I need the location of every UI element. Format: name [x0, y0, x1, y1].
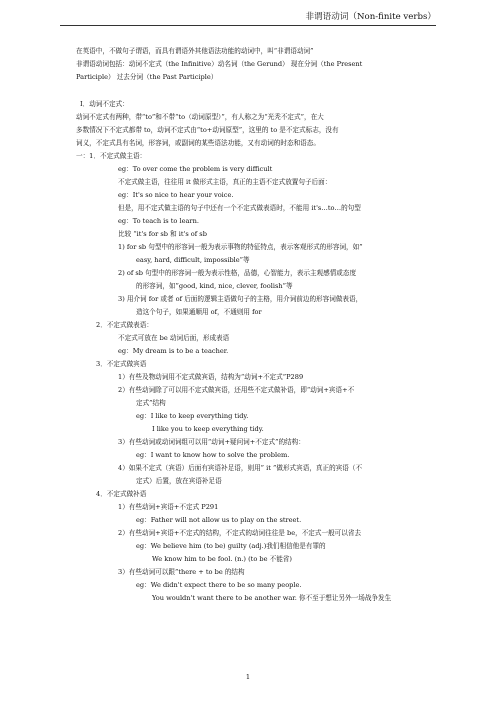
list-item: 1）有些动词+宾语+不定式 P291	[118, 503, 219, 511]
text-line: Participle） 过去分词（the Past Participle）	[76, 73, 218, 81]
example-line: eg：We believe him (to be) guilty (adj.)我们相信他是有罪的	[136, 542, 326, 550]
text-line: 非谓语动词包括：动词不定式（the Infinitive）动名词（the Gerund） 现在分词（the Present	[76, 60, 363, 68]
list-item: 3）有些动词可以跟”there + to be 的结构	[118, 568, 245, 576]
list-item: 1）有些及物动词用不定式做宾语，结构为“动词+不定式”P289	[118, 373, 304, 381]
example-line: eg：It's so nice to hear your voice.	[118, 191, 234, 199]
list-item-continued: 定式”结构	[136, 399, 166, 407]
text-line: 词义，不定式具有名词，形容词，或副词的某些语法功能，又有动词的时态和语态。	[76, 139, 320, 147]
text-line: 比较 “it's for sb 和 it's of sb	[118, 230, 207, 238]
subsection-heading: 一：1．不定式做主语：	[76, 152, 147, 160]
subsection-heading: 3．不定式做宾语	[96, 360, 147, 368]
list-item: 2）有些动词+宾语+不定式的结构，不定式的动词往往是 be，不定式一般可以省去	[118, 529, 362, 537]
list-item: 4）如果不定式（宾语）后面有宾语补足语，则用” it ”做形式宾语，真正的宾语（不	[118, 464, 363, 472]
example-line: I like you to keep everything tidy.	[152, 425, 264, 433]
list-item-continued: 造这个句子，如果通顺用 of，不通则用 for	[136, 308, 262, 316]
example-line: eg：My dream is to be a teacher.	[118, 347, 229, 355]
example-line: eg：Father will not allow us to play on the street.	[136, 516, 302, 524]
list-item: 1) for sb 句型中的形容词一般为表示事物的特征特点，表示客观形式的形容词，如”	[118, 243, 363, 251]
text-line: 多数情况下不定式都带 to，动词不定式由“to+动词原型”，这里的 to 是不定式标志，没有	[76, 126, 339, 134]
list-item: 2) of sb 句型中的形容词一般为表示性格，品德，心智能力，表示主观感情或态度	[118, 269, 357, 277]
example-line: eg：To over come the problem is very difficult	[118, 165, 273, 173]
example-line: You wouldn't want there to be another war. 你不至于想让另外一场战争发生	[152, 594, 392, 602]
list-item-continued: 定式）后置，放在宾语补足语	[136, 477, 222, 485]
list-item-continued: easy, hard, difficult, impossible”等	[136, 256, 250, 264]
example-line: eg：I like to keep everything tidy.	[136, 412, 249, 420]
text-line: 在英语中，不做句子谓语，而具有谓语外其他语法功能的动词中，叫“非谓语动词”	[76, 47, 314, 55]
list-item: 2）有些动词除了可以用不定式做宾语，还用些不定式做补语，即“动词+宾语+不	[118, 386, 355, 394]
text-line: 但是，用不定式做主语的句子中还有一个不定式做表语时，不能用 it's…to…的句型	[118, 204, 361, 212]
list-item: 3) 用介词 for 或者 of 后面的逻辑主语做句子的主格，用介词前边的形容词做表语，	[118, 295, 363, 303]
text-line: 不定式可放在 be 动词后面，形成表语	[118, 334, 230, 342]
example-line: eg：We didn't expect there to be so many people.	[136, 581, 302, 589]
subsection-heading: 4．不定式做补语	[96, 490, 147, 498]
example-line: eg：To teach is to learn.	[118, 217, 199, 225]
example-line: We know him to be fool. (n.) (to be 不能省)	[152, 555, 292, 563]
list-item-continued: 的形容词，如”good, kind, nice, clever, foolish”等	[136, 282, 293, 290]
subsection-heading: 2．不定式做表语：	[96, 321, 153, 329]
page-header: 非谓语动词（Non-finite verbs）	[60, 10, 436, 26]
list-item: 3）有些动词或动词词组可以用“动词+疑问词+不定式”的结构：	[118, 438, 305, 446]
page-number: 1	[245, 673, 251, 681]
example-line: eg：I want to know how to solve the problem.	[136, 451, 290, 459]
text-line: 不定式做主语，往往用 it 做形式主语，真正的主语不定式放置句子后面：	[118, 178, 332, 186]
text-line: 动词不定式有两种，带“to”和不带“to（动词原型）”，有人称之为“光秃不定式”，在大	[76, 113, 324, 121]
section-heading: Ⅰ．动词不定式：	[80, 100, 129, 108]
